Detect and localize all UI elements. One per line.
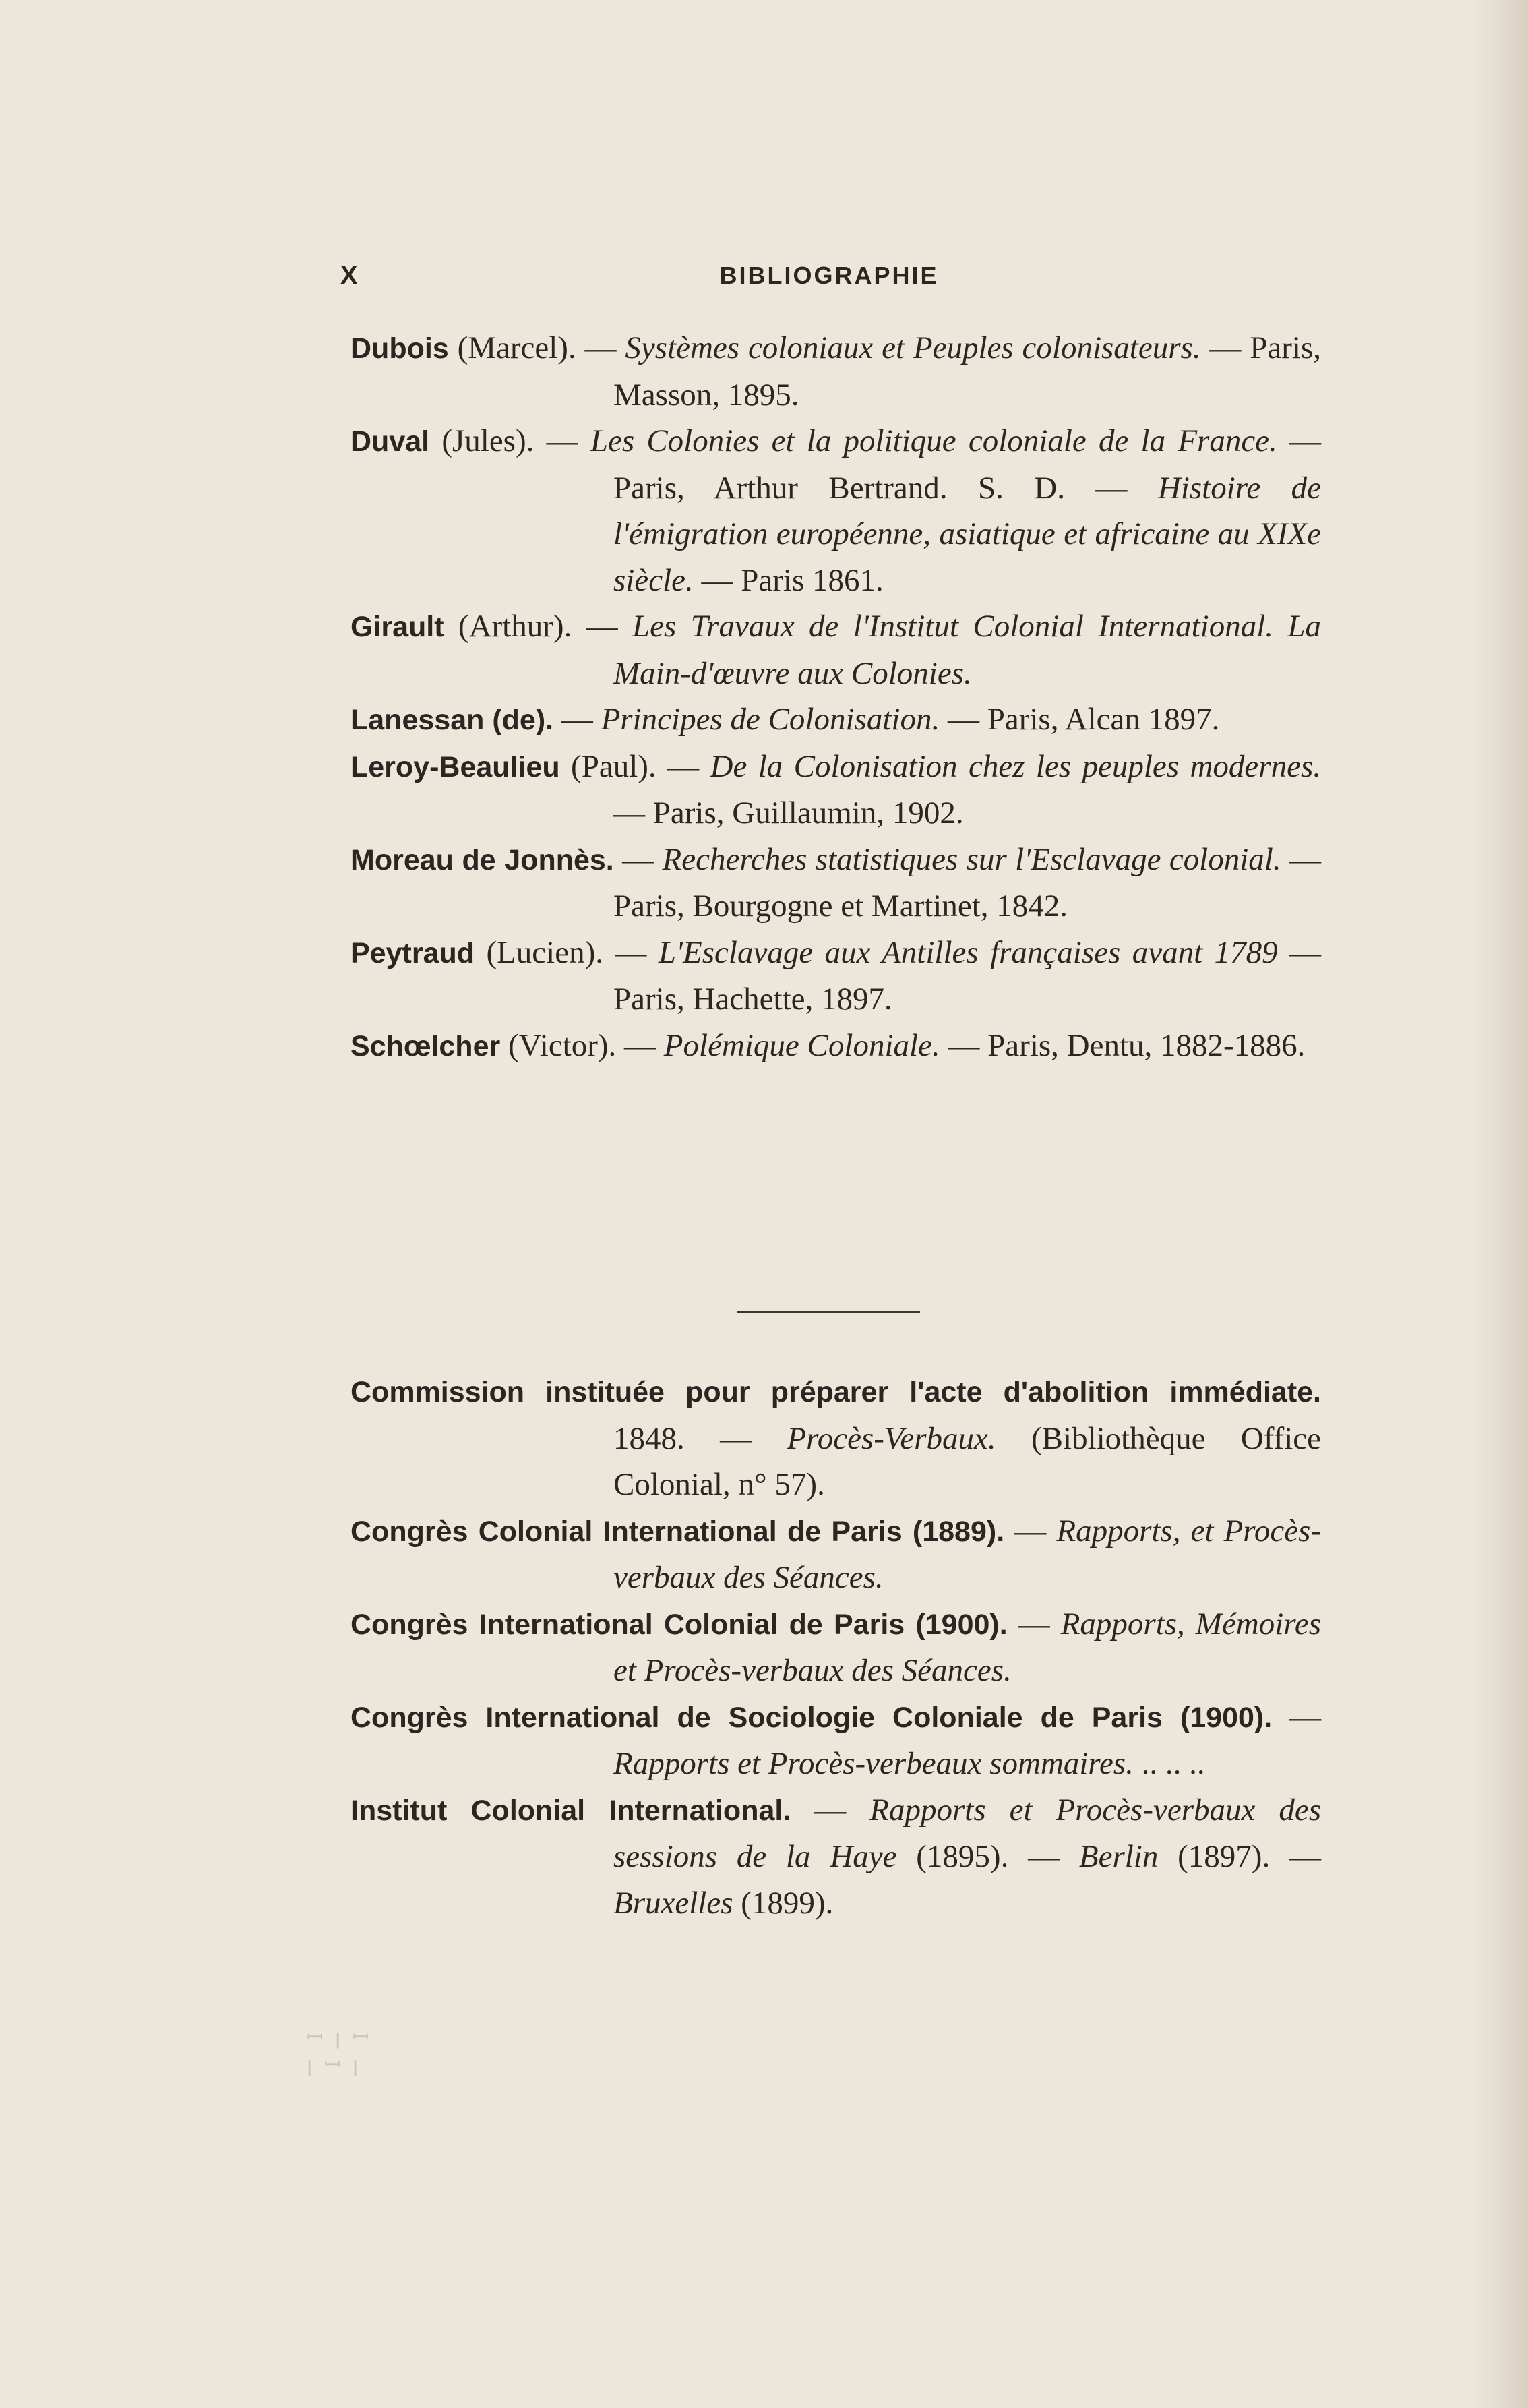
bib-entry-dubois: Dubois (Marcel). — Systèmes coloniaux et Peuples colonisateurs. — Paris, Masson, 1895. [350, 330, 1322, 413]
page-number: X [340, 262, 359, 290]
work-title: Berlin [1078, 1839, 1159, 1874]
author-name: Moreau de Jonnès. [350, 843, 614, 876]
institution-name: Institut Colonial International. [350, 1794, 791, 1827]
bib-entry-institut-colonial: Institut Colonial International. — Rapports et Procès-verbaux des sessions de la Haye (1895). — Berlin (1897). — Bruxelles (1899). [350, 1792, 1321, 1921]
work-title: Rapports, et Procès-verbaux des Séances. [613, 1513, 1322, 1595]
author-name: Duval [350, 425, 430, 458]
bib-entry-schoelcher: Schœlcher (Victor). — Polémique Coloniale. — Paris, Dentu, 1882-1886. [350, 1027, 1306, 1063]
running-head [340, 262, 1318, 302]
author-name: Leroy-Beaulieu [350, 750, 560, 783]
work-title: Bruxelles [613, 1885, 733, 1921]
bib-entry-commission: Commission instituée pour préparer l'acte d'abolition immédiate. 1848. — Procès-Verbaux. (Bibliothèque Office Colonial, n° 57). [350, 1376, 1321, 1502]
running-title: BIBLIOGRAPHIE [719, 262, 939, 289]
author-name: Dubois [350, 332, 449, 365]
bib-entry-congres-sociologie: Congrès International de Sociologie Coloniale de Paris (1900). — Rapports et Procès-verbeaux sommaires. .. .. .. [350, 1699, 1322, 1781]
work-title: Principes de Colonisation. [601, 702, 940, 737]
work-title: Systèmes coloniaux et Peuples colonisateurs. [625, 330, 1201, 365]
work-title: L'Esclavage aux Antilles françaises avant 1789 [658, 934, 1278, 970]
bib-entry-congres-1900: Congrès International Colonial de Paris (1900). — Rapports, Mémoires et Procès-verbaux des Séances. [350, 1606, 1322, 1688]
work-title: Procès-Verbaux. [787, 1420, 996, 1456]
library-stamp: ꟷ ꞁ ꟷ ꞁ ꟷ ꞁ [307, 2026, 372, 2077]
work-title: Polémique Coloniale. [663, 1027, 940, 1063]
institution-name: Congrès International Colonial de Paris (1900). [350, 1608, 1008, 1641]
work-title: Histoire de l'émigration européenne, asiatique et africaine au XIXe siècle. [613, 470, 1321, 598]
bib-entry-peytraud: Peytraud (Lucien). — L'Esclavage aux Antilles françaises avant 1789 — Paris, Hachette, 1897. [350, 934, 1322, 1017]
institution-name: Commission instituée pour préparer l'acte d'abolition immédiate. [350, 1376, 1321, 1408]
author-name: Girault [350, 611, 444, 643]
bib-entry-lanessan: Lanessan (de). — Principes de Colonisation. — Paris, Alcan 1897. [350, 702, 1220, 737]
work-title: Rapports, Mémoires et Procès-verbaux des Séances. [613, 1606, 1322, 1688]
bib-entry-moreau-de-jonnes: Moreau de Jonnès. — Recherches statistiques sur l'Esclavage colonial. — Paris, Bourgogne et Martinet, 1842. [350, 841, 1321, 924]
bib-entry-leroy-beaulieu: Leroy-Beaulieu (Paul). — De la Colonisation chez les peuples modernes. — Paris, Guillaumin, 1902. [350, 748, 1321, 831]
author-name: Schœlcher [350, 1029, 501, 1062]
work-title: Les Travaux de l'Institut Colonial International. La Main-d'œuvre aux Colonies. [613, 609, 1321, 691]
section-divider [737, 1311, 920, 1313]
bib-entry-congres-1889: Congrès Colonial International de Paris (1889). — Rapports, et Procès-verbaux des Séances. [350, 1513, 1322, 1595]
institution-name: Congrès International de Sociologie Coloniale de Paris (1900). [350, 1701, 1273, 1734]
page-edge-shadow [1474, 0, 1528, 2408]
work-title: Recherches statistiques sur l'Esclavage colonial. [662, 841, 1281, 877]
work-title: Les Colonies et la politique coloniale de la France. [590, 423, 1277, 458]
institution-name: Congrès Colonial International de Paris (1889). [350, 1515, 1005, 1548]
author-name: Lanessan (de). [350, 704, 554, 736]
work-title: Rapports et Procès-verbeaux sommaires. [613, 1746, 1134, 1781]
work-title: De la Colonisation chez les peuples modernes. [710, 748, 1321, 784]
work-title: Rapports et Procès-verbaux des sessions de la Haye [613, 1792, 1321, 1874]
authors-bibliography [350, 325, 1321, 1069]
bib-entry-duval: Duval (Jules). — Les Colonies et la politique coloniale de la France. — Paris, Arthur Bertrand. S. D. — Histoire de l'émigration européenne, asiatique et africaine au XIXe siècle. — Paris 1861. [350, 423, 1322, 598]
institutions-bibliography [350, 1368, 1321, 1926]
author-name: Peytraud [350, 936, 475, 969]
bib-entry-girault: Girault (Arthur). — Les Travaux de l'Institut Colonial International. La Main-d'œuvre aux Colonies. [350, 609, 1321, 691]
